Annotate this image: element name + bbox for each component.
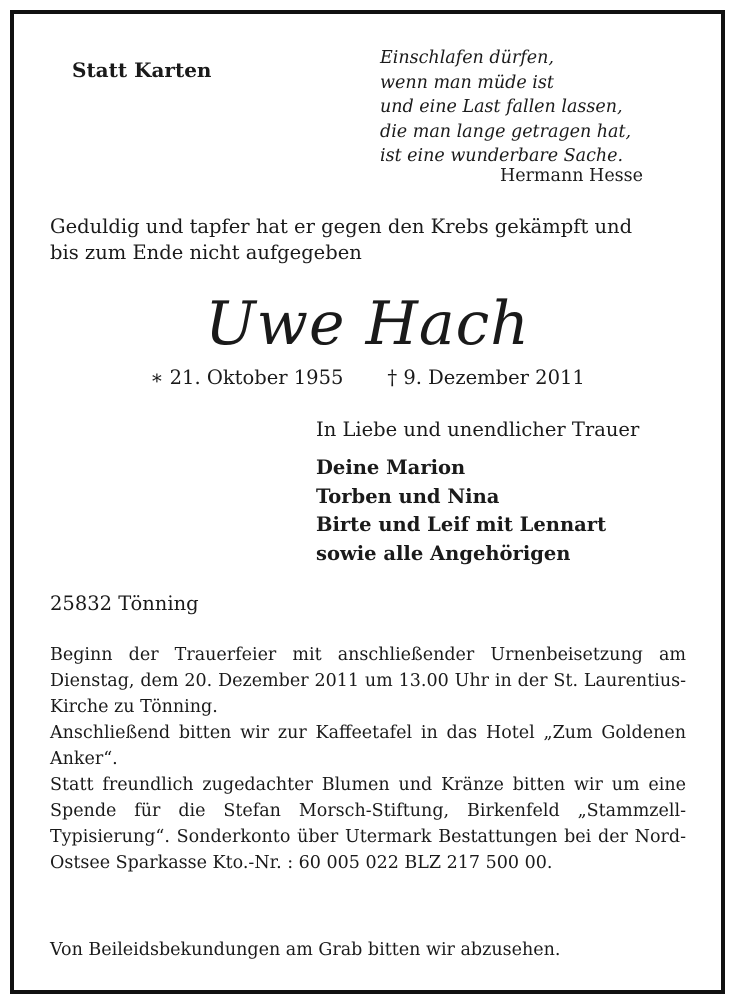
mourner-name: Birte und Leif mit Lennart [316, 513, 607, 536]
intro-text [50, 214, 695, 266]
death-date: † 9. Dezember 2011 [387, 366, 585, 389]
quote-line: ist eine wunderbare Sache. [380, 146, 624, 166]
mourner-name: Torben und Nina [316, 484, 500, 508]
life-dates [14, 366, 721, 389]
obituary-notice [10, 10, 725, 994]
quote-author: Hermann Hesse [499, 166, 643, 186]
ceremony-details [50, 642, 686, 876]
birth-date: ∗ 21. Oktober 1955 [150, 366, 344, 389]
place: 25832 Tönning [50, 592, 199, 615]
mourner-name: sowie alle Angehörigen [316, 541, 571, 565]
closing-note: Von Beileidsbekundungen am Grab bitten wir abzusehen. [50, 940, 561, 960]
mourners-list [316, 454, 606, 568]
quote-line: und eine Last fallen lassen, [380, 97, 623, 117]
deceased-name: Uwe Hach [205, 289, 530, 359]
intro-line: bis zum Ende nicht aufgegeben [50, 241, 362, 264]
reception-paragraph: Anschließend bitten wir zur Kaffeetafel in das Hotel „Zum Goldenen Anker“. [50, 723, 686, 769]
quote-line: wenn man müde ist [380, 72, 554, 93]
mourning-intro: In Liebe und unendlicher Trauer [316, 418, 640, 441]
quote-line: Einschlafen dürfen, [380, 48, 554, 68]
quote-line: die man lange getragen hat, [380, 121, 632, 142]
mourner-name: Deine Marion [316, 456, 466, 479]
header-label: Statt Karten [72, 58, 212, 82]
poem-quote [380, 46, 680, 169]
ceremony-paragraph: Beginn der Trauerfeier mit anschließender Urnenbeisetzung am Dienstag, dem 20. Dezember 2011 um 13.00 Uhr in der St. Laurentius-Kirche zu Tönning. [50, 645, 686, 717]
intro-line: Geduldig und tapfer hat er gegen den Krebs gekämpft und [50, 215, 633, 238]
donation-paragraph: Statt freundlich zugedachter Blumen und Kränze bitten wir um eine Spende für die Stefan Morsch-Stiftung, Birkenfeld „Stammzell-Typisierung“. Sonderkonto über Utermark Bestattungen bei der Nord-Ostsee Sparkasse Kto.-Nr. : 60 005 022 BLZ 217 500 00. [50, 775, 686, 873]
